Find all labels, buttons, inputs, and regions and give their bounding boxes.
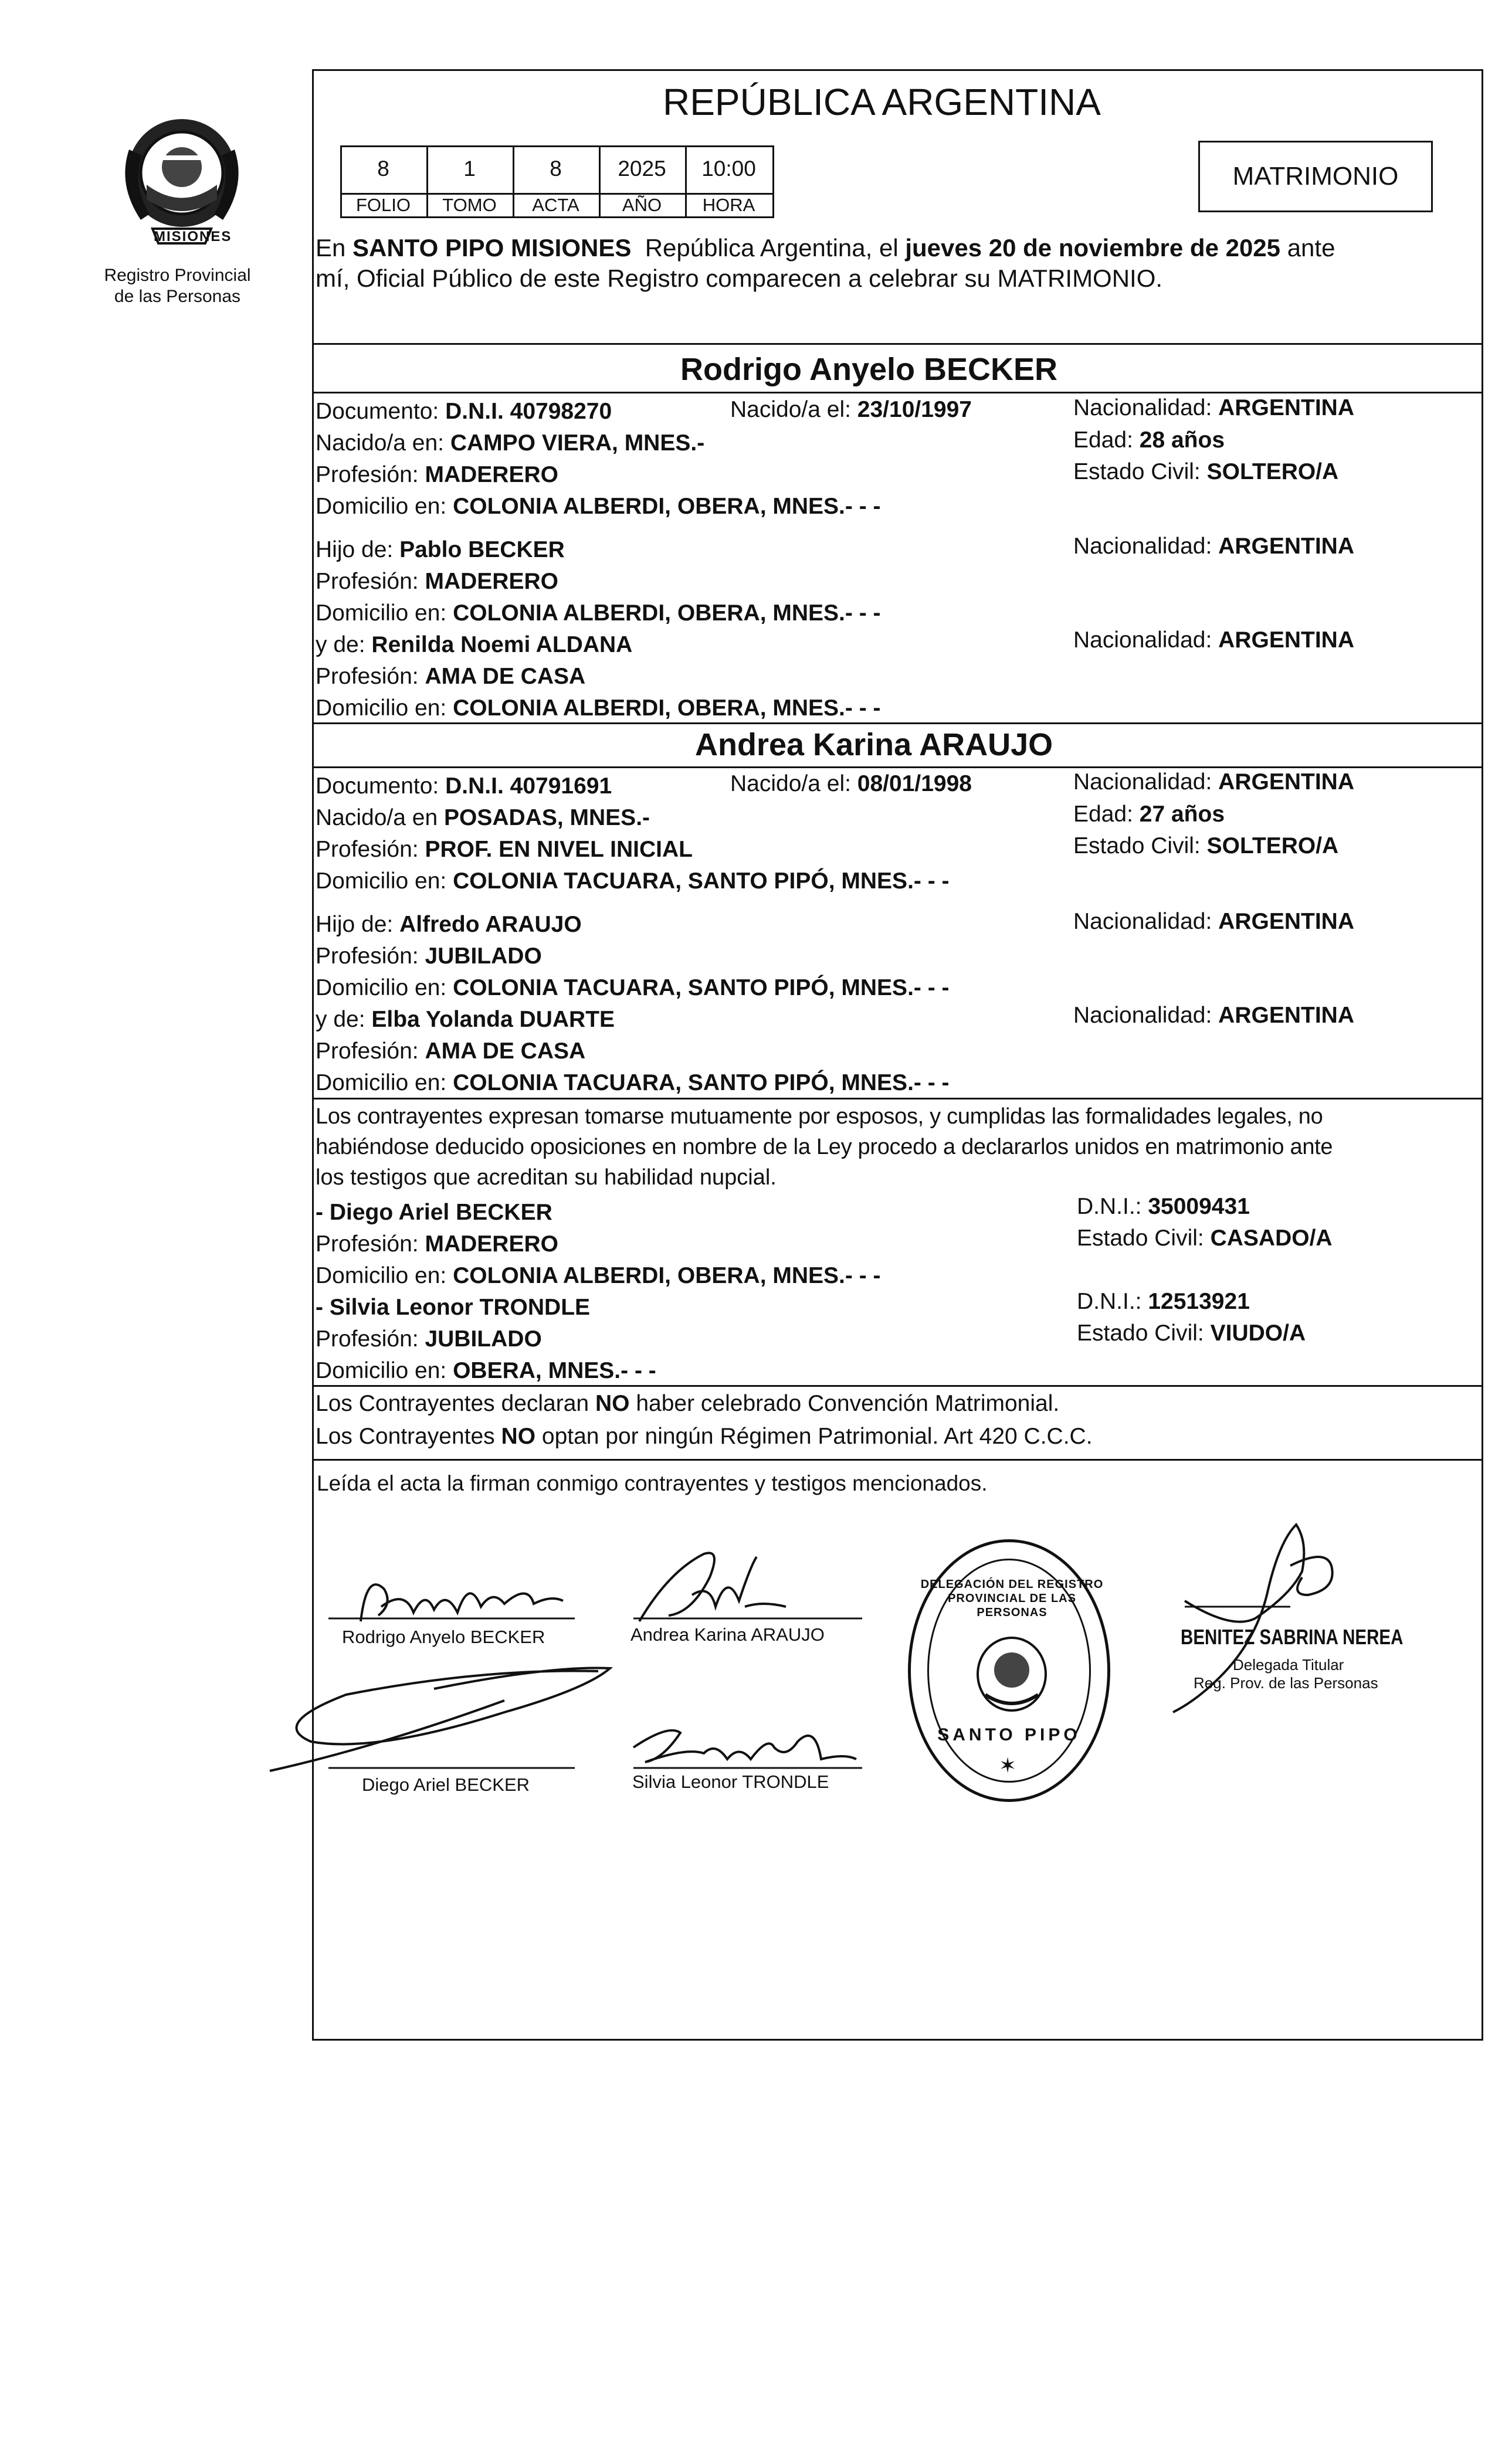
- spouse1-civil: Estado Civil: SOLTERO/A: [1073, 459, 1339, 484]
- witness2-name: - Silvia Leonor TRONDLE: [316, 1295, 591, 1320]
- stamp-ring-text: DELEGACIÓN DEL REGISTRO PROVINCIAL DE LAS PERSONAS: [920, 1578, 1104, 1619]
- signature-caption-1: Rodrigo Anyelo BECKER: [342, 1627, 545, 1647]
- spouse2-addr: Domicilio en: COLONIA TACUARA, SANTO PIPÓ, MNES.- - -: [316, 868, 950, 894]
- spouse1-doc: Documento: D.N.I. 40798270: [316, 399, 612, 424]
- spouse2-born: Nacido/a en POSADAS, MNES.-: [316, 805, 650, 830]
- spouse1-father-prof: Profesión: MADERERO: [316, 569, 558, 594]
- spouse1-mother-nat: Nacionalidad: ARGENTINA: [1073, 627, 1355, 653]
- witness1-name: - Diego Ariel BECKER: [316, 1200, 552, 1225]
- closing-statement: Leída el acta la firman conmigo contrayentes y testigos mencionados.: [317, 1471, 988, 1495]
- logo-ring-bottom: MISIONES: [154, 229, 232, 245]
- spouse1-nat: Nacionalidad: ARGENTINA: [1073, 395, 1355, 420]
- spouse2-mother-prof: Profesión: AMA DE CASA: [316, 1038, 586, 1064]
- spouse2-father-addr: Domicilio en: COLONIA TACUARA, SANTO PIPÓ, MNES.- - -: [316, 975, 950, 1000]
- stamp-seal-icon: [965, 1630, 1059, 1718]
- signature-caption-2: Andrea Karina ARAUJO: [630, 1624, 825, 1645]
- spouse1-father-addr: Domicilio en: COLONIA ALBERDI, OBERA, MNES.- - -: [316, 600, 881, 626]
- spouse2-father-prof: Profesión: JUBILADO: [316, 943, 542, 969]
- spouse2-age: Edad: 27 años: [1073, 802, 1225, 827]
- declaration-line-1: Los contrayentes expresan tomarse mutuamente por esposos, y cumplidas las formalidades legales, no: [316, 1104, 1323, 1129]
- spouse2-birth: Nacido/a el: 08/01/1998: [730, 771, 972, 796]
- convention-line-2: Los Contrayentes NO optan por ningún Régimen Patrimonial. Art 420 C.C.C.: [316, 1424, 1093, 1449]
- logo-caption-2: de las Personas: [114, 287, 241, 306]
- spouse1-addr: Domicilio en: COLONIA ALBERDI, OBERA, MNES.- - -: [316, 494, 881, 519]
- logo-ring-top: PROVINCIA DE: [132, 94, 230, 107]
- witness2-prof: Profesión: JUBILADO: [316, 1326, 542, 1352]
- logo-caption-1: Registro Provincial: [104, 266, 251, 285]
- acta-value: 8: [550, 157, 562, 181]
- official-name: BENITEZ SABRINA NEREA: [1181, 1625, 1404, 1649]
- registry-table: [340, 145, 774, 218]
- official-org: Reg. Prov. de las Personas: [1194, 1674, 1378, 1692]
- intro-line-1: En SANTO PIPO MISIONES República Argentina, el jueves 20 de noviembre de 2025 ante: [316, 234, 1335, 262]
- official-role: Delegada Titular: [1233, 1656, 1344, 1674]
- spouse2-nat: Nacionalidad: ARGENTINA: [1073, 769, 1355, 795]
- spouse2-civil: Estado Civil: SOLTERO/A: [1073, 833, 1339, 858]
- declaration-line-3: los testigos que acreditan su habilidad nupcial.: [316, 1165, 777, 1190]
- intro-line-2: mí, Oficial Público de este Registro comparecen a celebrar su MATRIMONIO.: [316, 264, 1163, 292]
- spouse1-age: Edad: 28 años: [1073, 427, 1225, 453]
- spouse2-father: Hijo de: Alfredo ARAUJO: [316, 912, 582, 937]
- spouse2-mother: y de: Elba Yolanda DUARTE: [316, 1007, 615, 1032]
- spouse1-prof: Profesión: MADERERO: [316, 462, 558, 487]
- witness1-addr: Domicilio en: COLONIA ALBERDI, OBERA, MNES.- - -: [316, 1263, 881, 1288]
- spouse1-mother: y de: Renilda Noemi ALDANA: [316, 632, 633, 657]
- anio-label: AÑO: [622, 195, 662, 215]
- witness1-civil: Estado Civil: CASADO/A: [1077, 1226, 1333, 1251]
- page-title: REPÚBLICA ARGENTINA: [663, 81, 1101, 123]
- witness2-civil: Estado Civil: VIUDO/A: [1077, 1321, 1306, 1346]
- spouse1-birth: Nacido/a el: 23/10/1997: [730, 397, 972, 422]
- folio-value: 8: [377, 157, 389, 181]
- witness1-dni: D.N.I.: 35009431: [1077, 1194, 1250, 1219]
- anio-value: 2025: [618, 157, 666, 181]
- spouse2-name: Andrea Karina ARAUJO: [695, 727, 1053, 762]
- spouse1-father-nat: Nacionalidad: ARGENTINA: [1073, 534, 1355, 559]
- declaration-line-2: habiéndose deducido oposiciones en nombre de la Ley procedo a declararlos unidos en matrimonio ante: [316, 1135, 1333, 1159]
- spouse1-name: Rodrigo Anyelo BECKER: [680, 352, 1058, 387]
- official-stamp: [908, 1539, 1110, 1802]
- star-icon: ✶: [999, 1753, 1017, 1777]
- doc-type: MATRIMONIO: [1232, 162, 1399, 191]
- signature-caption-4: Silvia Leonor TRONDLE: [632, 1771, 829, 1792]
- stamp-center-text: SANTO PIPO: [937, 1725, 1081, 1745]
- acta-label: ACTA: [532, 195, 579, 215]
- spouse2-prof: Profesión: PROF. EN NIVEL INICIAL: [316, 837, 693, 862]
- tomo-label: TOMO: [442, 195, 497, 215]
- convention-line-1: Los Contrayentes declaran NO haber celebrado Convención Matrimonial.: [316, 1391, 1060, 1416]
- hora-label: HORA: [702, 195, 755, 215]
- spouse2-father-nat: Nacionalidad: ARGENTINA: [1073, 909, 1355, 934]
- spouse1-mother-addr: Domicilio en: COLONIA ALBERDI, OBERA, MNES.- - -: [316, 695, 881, 721]
- folio-label: FOLIO: [355, 195, 411, 215]
- spouse2-mother-addr: Domicilio en: COLONIA TACUARA, SANTO PIPÓ, MNES.- - -: [316, 1070, 950, 1095]
- hora-value: 10:00: [701, 157, 756, 181]
- doc-type-box: [1198, 141, 1433, 212]
- signature-caption-3: Diego Ariel BECKER: [362, 1774, 530, 1795]
- spouse1-born: Nacido/a en: CAMPO VIERA, MNES.-: [316, 430, 705, 456]
- spouse1-father: Hijo de: Pablo BECKER: [316, 537, 565, 562]
- witness2-addr: Domicilio en: OBERA, MNES.- - -: [316, 1358, 656, 1383]
- tomo-value: 1: [463, 157, 476, 181]
- spouse2-doc: Documento: D.N.I. 40791691: [316, 773, 612, 799]
- spouse1-mother-prof: Profesión: AMA DE CASA: [316, 664, 586, 689]
- witness1-prof: Profesión: MADERERO: [316, 1231, 558, 1257]
- spouse2-mother-nat: Nacionalidad: ARGENTINA: [1073, 1003, 1355, 1028]
- witness2-dni: D.N.I.: 12513921: [1077, 1289, 1250, 1314]
